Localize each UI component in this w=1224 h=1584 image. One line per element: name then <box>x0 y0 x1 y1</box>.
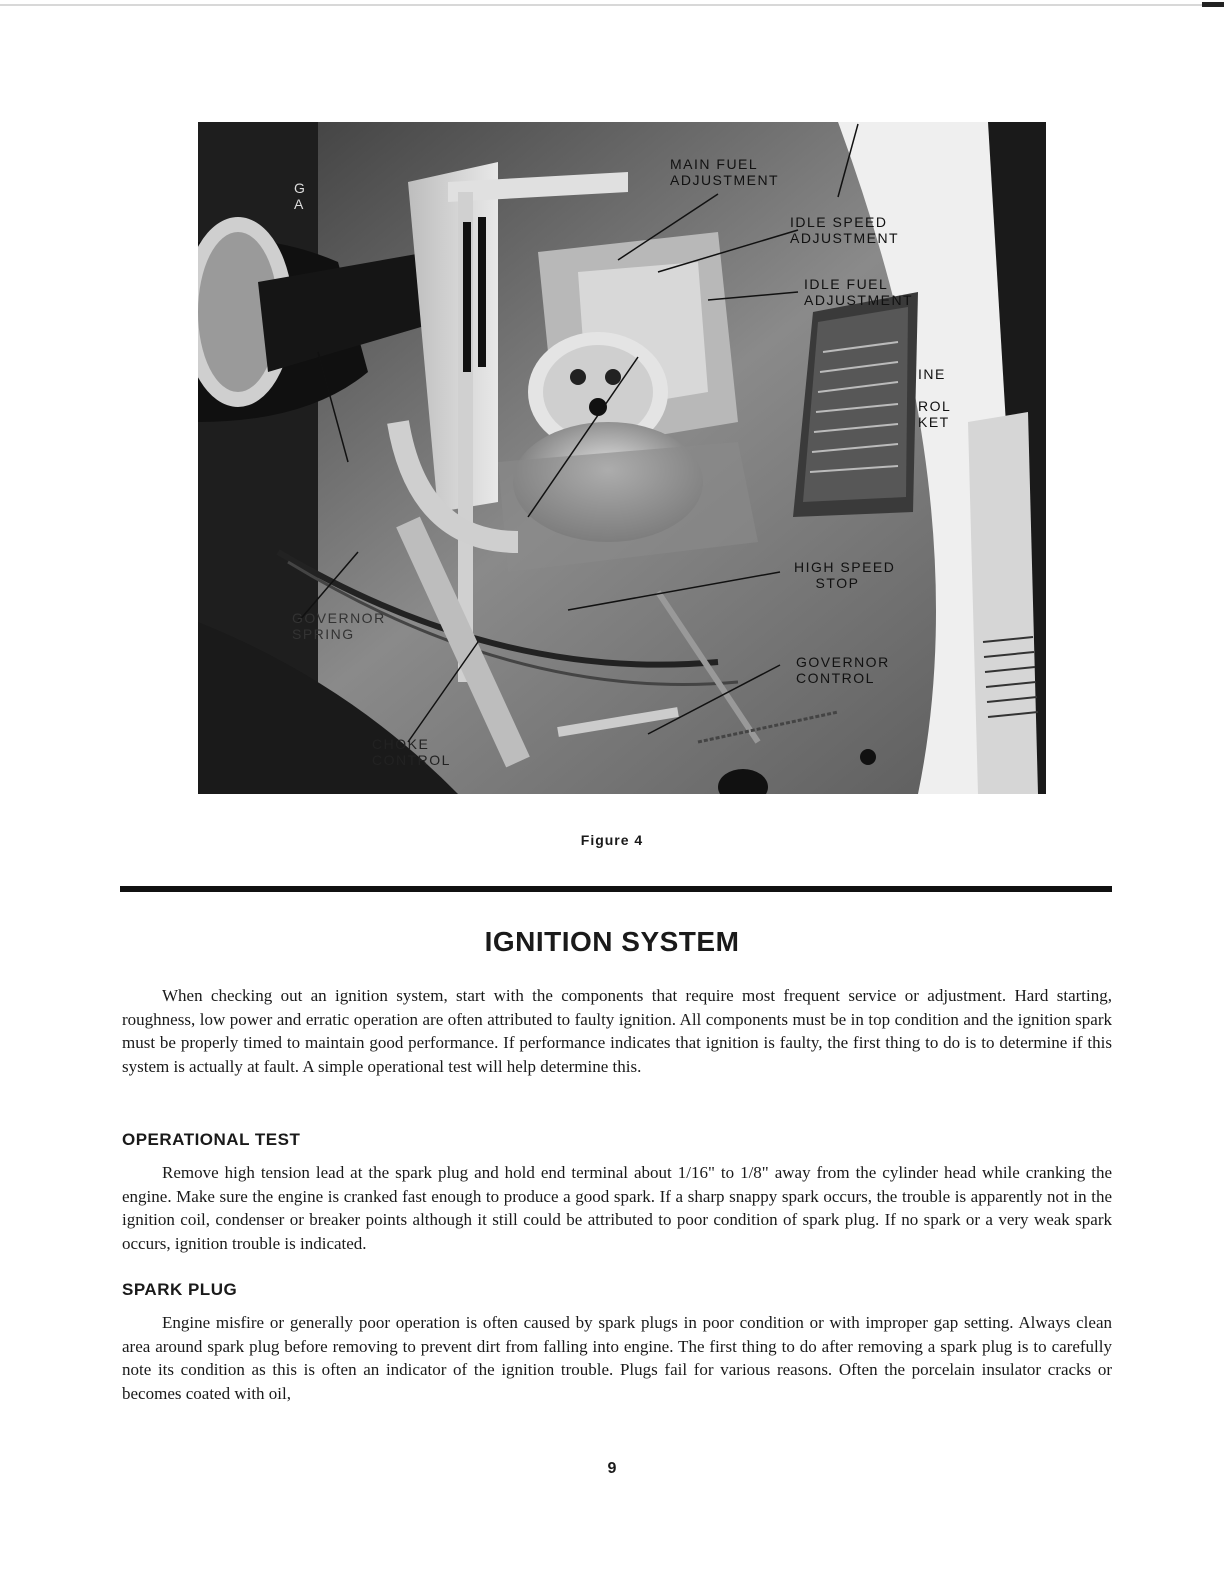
label-main-fuel-adjustment: MAIN FUEL ADJUSTMENT <box>670 156 780 188</box>
label-governor-control: GOVERNOR CONTROL <box>796 654 890 686</box>
engine-photo-figure <box>198 122 1046 794</box>
top-scan-line <box>0 4 1224 6</box>
top-corner-mark <box>1202 2 1224 7</box>
section-divider <box>120 886 1112 892</box>
operational-test-paragraph: Remove high tension lead at the spark plug and hold end terminal about 1/16" to 1/8" away from the cylinder head while cranking the engine. Make sure the engine is cranked fast enough to produce a good spark. If a sharp snappy spark occurs, the trouble is apparently not in the ignition coil, condenser or breaker points although it still could be attributed to poor condition of spark plug. If no spark or a very weak spark occurs, ignition trouble is indicated. <box>122 1163 1112 1253</box>
page-number: 9 <box>607 1460 617 1477</box>
intro-paragraph: When checking out an ignition system, start with the components that require most frequent service or adjustment. Hard starting, roughness, low power and erratic operation are often attributed to faulty ignition. All components must be in top condition and the ignition spark must be properly timed to maintain good performance. If performance indicates that ignition is faulty, the first thing to do is to determine if this system is actually at fault. A simple operational test will help determine this. <box>122 986 1112 1076</box>
label-idle-speed-adjustment: IDLE SPEED ADJUSTMENT <box>790 214 900 246</box>
figure-caption: Figure 4 <box>580 832 644 848</box>
label-partial-right: INE ROL KET <box>918 366 952 430</box>
spark-plug-heading: SPARK PLUG <box>122 1280 238 1299</box>
engine-photo-illustration <box>198 122 1046 794</box>
spark-plug-paragraph: Engine misfire or generally poor operation is often caused by spark plugs in poor condition or with improper gap setting. Always clean area around spark plug before removing to prevent dirt from falling into engine. The first thing to do after removing a spark plug is to carefully note its condition as this is often an indicator of the ignition trouble. Plugs fail for various reasons. Often the porcelain insulator cracks or becomes coated with oil, <box>122 1313 1112 1403</box>
label-choke-control: CHOKE CONTROL <box>372 736 451 768</box>
operational-test-heading: OPERATIONAL TEST <box>122 1130 301 1149</box>
label-partial-left: G A <box>294 180 307 212</box>
label-governor-spring: GOVERNOR SPRING <box>292 610 386 642</box>
section-title: IGNITION SYSTEM <box>484 926 740 957</box>
label-high-speed-stop: HIGH SPEED STOP <box>794 559 896 591</box>
label-idle-fuel-adjustment: IDLE FUEL ADJUSTMENT <box>804 276 914 308</box>
